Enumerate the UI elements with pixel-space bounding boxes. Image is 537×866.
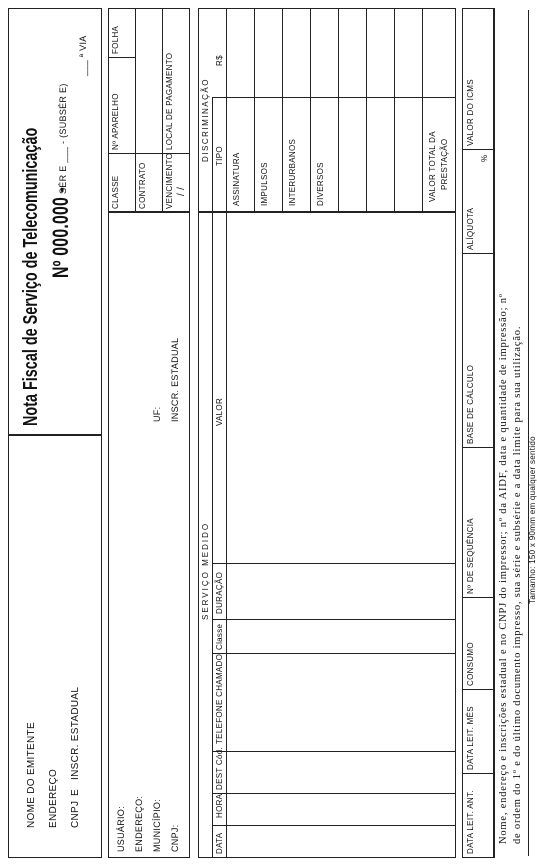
breakdown-title: DISCRIMINAÇÃO bbox=[201, 78, 210, 162]
breakdown-total-label-2: PRESTAÇÃO bbox=[440, 138, 449, 190]
invoice-copy: ___ ª VIA bbox=[78, 35, 88, 76]
emitter-name-label: NOME DO EMITENTE bbox=[26, 722, 37, 828]
invoice-number: Nº 000.000 - bbox=[48, 186, 73, 278]
emitter-cnpj-label: CNPJ bbox=[70, 800, 81, 828]
summary-data-leit-mes: DATA LEIT. MÊS bbox=[466, 706, 475, 770]
summary-valor-icms: VALOR DO ICMS bbox=[466, 79, 475, 146]
customer-user-label: USUÁRIO: bbox=[116, 806, 126, 852]
customer-uf-label: UF: bbox=[152, 406, 162, 422]
account-box bbox=[108, 8, 190, 212]
account-payment-place-label: LOCAL DE PAGAMENTO bbox=[165, 52, 174, 150]
measured-service-table bbox=[198, 212, 456, 858]
customer-city-label: MUNICÍPIO: bbox=[152, 798, 162, 852]
summary-data-leit-ant: DATA LEIT. ANT. bbox=[466, 790, 475, 854]
col-telefone: TELEFONE CHAMADO bbox=[215, 653, 224, 744]
col-dest: DEST Cód. bbox=[215, 746, 224, 790]
invoice-title: Nota Fiscal de Serviço de Telecomunicação bbox=[20, 127, 42, 426]
breakdown-type-label: TIPO bbox=[215, 146, 224, 166]
account-page-label: FOLHA bbox=[111, 25, 120, 54]
account-due-label: VENCIMENTO bbox=[165, 152, 174, 209]
measured-service-title: SERVIÇO MEDIDO bbox=[201, 521, 210, 620]
breakdown-total-label-1: VALOR TOTAL DA bbox=[428, 131, 437, 202]
account-device-label: Nº APARELHO bbox=[111, 93, 120, 150]
breakdown-currency-label: R$ bbox=[215, 55, 224, 66]
emitter-and-label: E bbox=[70, 789, 81, 796]
footer-line-2: de ordem do 1º e do último documento impresso, sua série e subsérie e a data limite para sua utilização. bbox=[512, 325, 523, 844]
account-class-label: CLASSE bbox=[111, 175, 120, 209]
col-duracao: DURAÇÃO bbox=[215, 571, 224, 614]
account-contract-label: CONTRATO bbox=[138, 162, 147, 209]
size-note: Tamanho: 150 x 90mm em qualquer sentido bbox=[528, 436, 537, 604]
col-valor: VALOR bbox=[215, 397, 224, 426]
summary-sequencia: Nº DE SEQUÊNCIA bbox=[466, 518, 475, 594]
emitter-state-reg-label: INSCR. ESTADUAL bbox=[70, 686, 81, 780]
col-classe: Classe bbox=[215, 623, 224, 650]
account-due-value: / / bbox=[176, 186, 187, 196]
breakdown-item-assinatura: ASSINATURA bbox=[232, 152, 241, 206]
customer-state-reg-label: INSCR. ESTADUAL bbox=[170, 337, 180, 422]
invoice-series: SÉR E ___ - (SUBSÉR E) bbox=[58, 83, 68, 194]
customer-address-label: ENDEREÇO: bbox=[134, 795, 144, 852]
breakdown-item-impulsos: IMPULSOS bbox=[260, 162, 269, 206]
customer-box bbox=[108, 212, 190, 858]
summary-aliquota: ALÍQUOTA bbox=[466, 207, 475, 250]
emitter-address-label: ENDEREÇO bbox=[48, 768, 59, 828]
footer-line-1: Nome, endereço e inscrições estadual e no CNPJ do impressor; nº da AIDF, data e quantidade de impressão; nº bbox=[498, 293, 509, 844]
breakdown-item-diversos: DIVERSOS bbox=[316, 162, 325, 206]
breakdown-item-interurbanos: INTERURBANOS bbox=[288, 138, 297, 206]
summary-base-calculo: BASE DE CÁLCULO bbox=[466, 364, 475, 444]
customer-cnpj-label: CNPJ: bbox=[170, 824, 180, 852]
summary-percent: % bbox=[480, 154, 489, 162]
col-hora: HORA bbox=[215, 793, 224, 818]
col-data: DATA bbox=[215, 832, 224, 854]
summary-consumo: CONSUMO bbox=[466, 642, 475, 686]
